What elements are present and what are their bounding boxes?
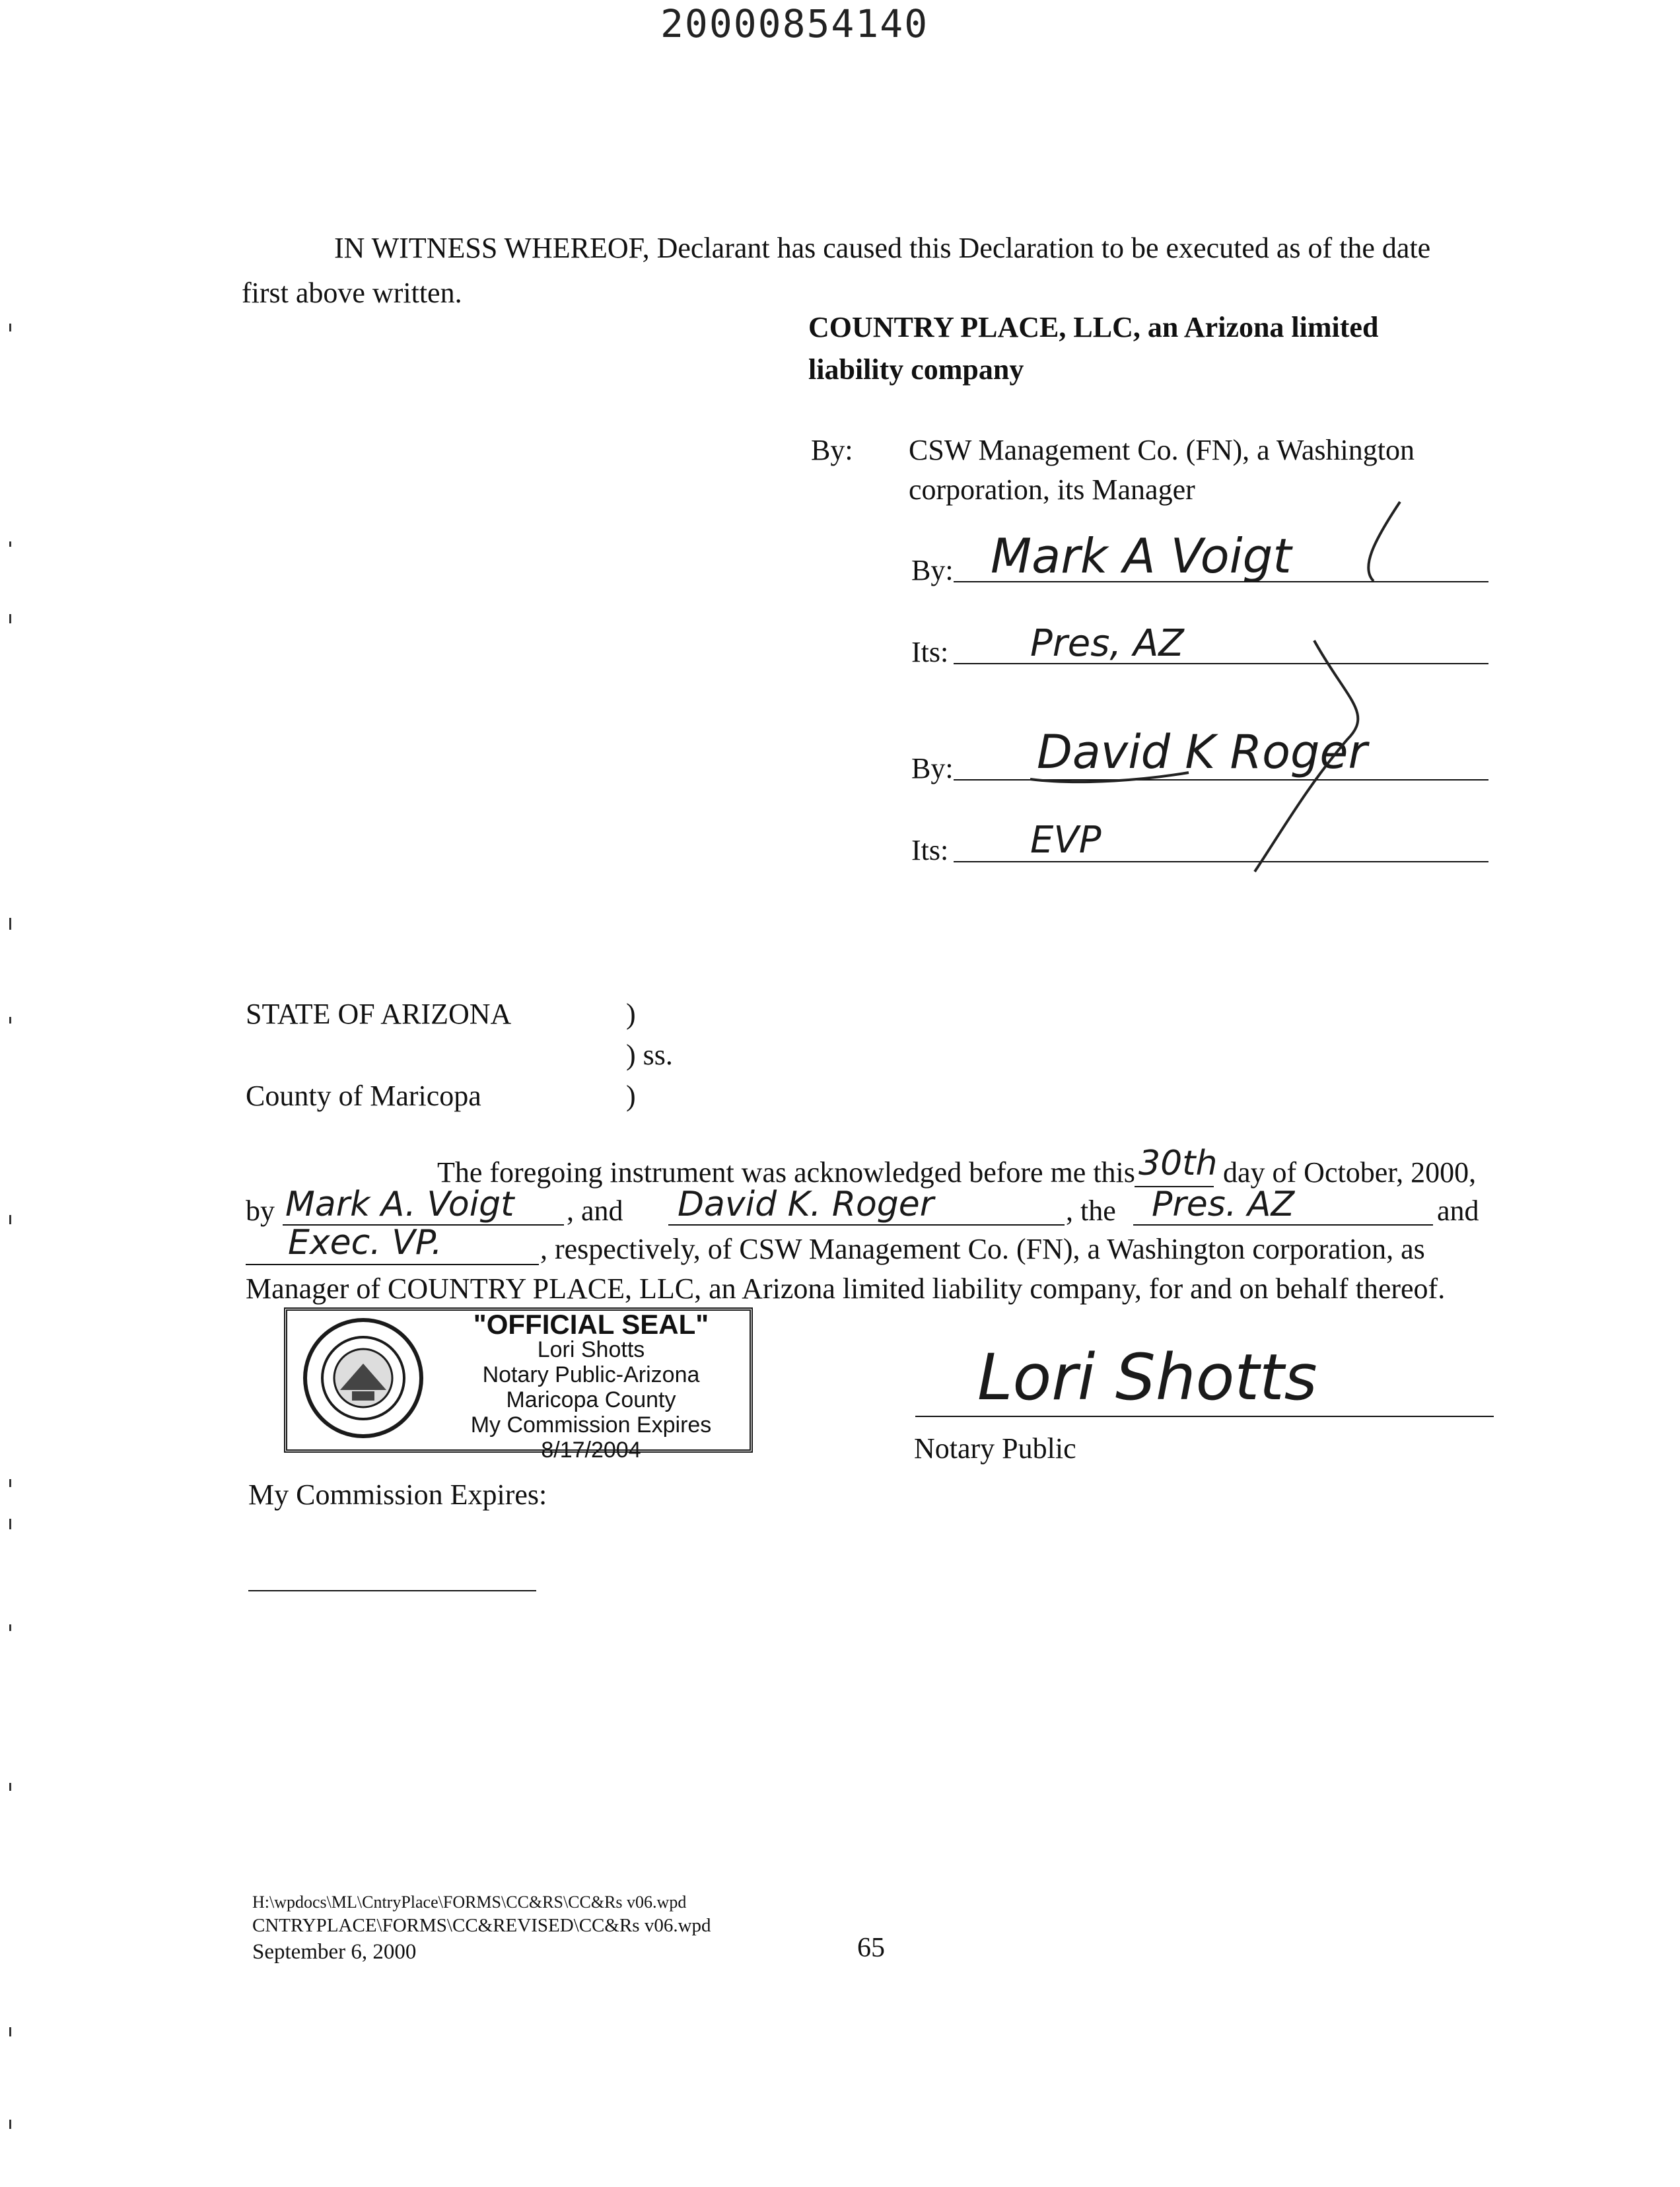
footer-date: September 6, 2000 — [252, 1940, 417, 1964]
seal-office: Notary Public-Arizona — [482, 1362, 700, 1387]
witness-line-1: IN WITNESS WHEREOF, Declarant has caused this Declaration to be executed as of the date — [334, 232, 1431, 264]
venue-ss: ) ss. — [626, 1039, 673, 1071]
ack-day-handwriting: 30th — [1138, 1144, 1218, 1183]
entity-name-line-1: COUNTRY PLACE, LLC, an Arizona limited — [808, 311, 1379, 343]
venue-county: County of Maricopa — [246, 1080, 481, 1112]
signature-1-by-label: By: — [911, 554, 954, 586]
state-seal-emblem — [300, 1317, 426, 1440]
venue-paren-2: ) — [626, 1080, 636, 1112]
ack-title-1-line — [1133, 1224, 1433, 1226]
entity-name-line-2: liability company — [808, 353, 1024, 386]
seal-county: Maricopa County — [506, 1387, 676, 1412]
notary-signature-line — [915, 1416, 1494, 1417]
ack-line-3-post: , respectively, of CSW Management Co. (FN), a Washington corporation, as — [540, 1233, 1425, 1265]
ack-and-2: and — [1437, 1195, 1479, 1227]
venue-state: STATE OF ARIZONA — [246, 998, 512, 1030]
seal-notary-name: Lori Shotts — [537, 1337, 645, 1362]
signature-flourish — [1004, 489, 1466, 911]
ack-name-2-handwriting: David K. Roger — [678, 1185, 934, 1224]
witness-line-2: first above written. — [242, 277, 462, 309]
commission-expires-label: My Commission Expires: — [248, 1478, 547, 1511]
signature-1-its-label: Its: — [911, 636, 949, 668]
document-number: 20000854140 — [660, 1, 929, 46]
manager-line-1: CSW Management Co. (FN), a Washington — [909, 434, 1415, 466]
signature-1-title-handwriting: Pres, AZ — [1030, 622, 1184, 665]
footer-path-1: H:\wpdocs\ML\CntryPlace\FORMS\CC&RS\CC&Rs v06.wpd — [252, 1892, 687, 1912]
page-number: 65 — [857, 1933, 885, 1963]
footer-path-2: CNTRYPLACE\FORMS\CC&REVISED\CC&Rs v06.wpd — [252, 1915, 711, 1936]
seal-title: "OFFICIAL SEAL" — [473, 1309, 709, 1340]
venue-paren-1: ) — [626, 998, 636, 1030]
ack-title-1-handwriting: Pres. AZ — [1152, 1185, 1295, 1224]
ack-name-1-handwriting: Mark A. Voigt — [285, 1185, 514, 1224]
signature-2-handwriting: David K Roger — [1037, 725, 1368, 779]
ack-title-2-line — [246, 1264, 539, 1265]
ack-title-2-handwriting: Exec. VP. — [288, 1223, 442, 1263]
by-label: By: — [811, 434, 853, 466]
signature-1-handwriting: Mark A Voigt — [991, 528, 1292, 584]
signature-2-by-label: By: — [911, 752, 954, 784]
ack-line-1-pre: The foregoing instrument was acknowledged before me this — [437, 1156, 1135, 1189]
notary-seal — [284, 1307, 753, 1463]
ack-name-2-line — [668, 1224, 1065, 1226]
manager-line-2: corporation, its Manager — [909, 473, 1195, 506]
notary-signature-handwriting: Lori Shotts — [977, 1340, 1317, 1414]
ack-and-1: , and — [567, 1195, 623, 1227]
signature-2-its-label: Its: — [911, 834, 949, 866]
commission-expires-line — [248, 1590, 536, 1591]
ack-line-1-post: day of October, 2000, — [1223, 1156, 1477, 1189]
ack-line-4: Manager of COUNTRY PLACE, LLC, an Arizona limited liability company, for and on behalf thereof. — [246, 1272, 1446, 1305]
notary-public-label: Notary Public — [914, 1432, 1076, 1465]
ack-the: , the — [1066, 1195, 1116, 1227]
seal-expires: My Commission Expires 8/17/2004 — [470, 1412, 712, 1463]
signature-2-title-handwriting: EVP — [1030, 819, 1102, 862]
ack-by: by — [246, 1195, 275, 1227]
